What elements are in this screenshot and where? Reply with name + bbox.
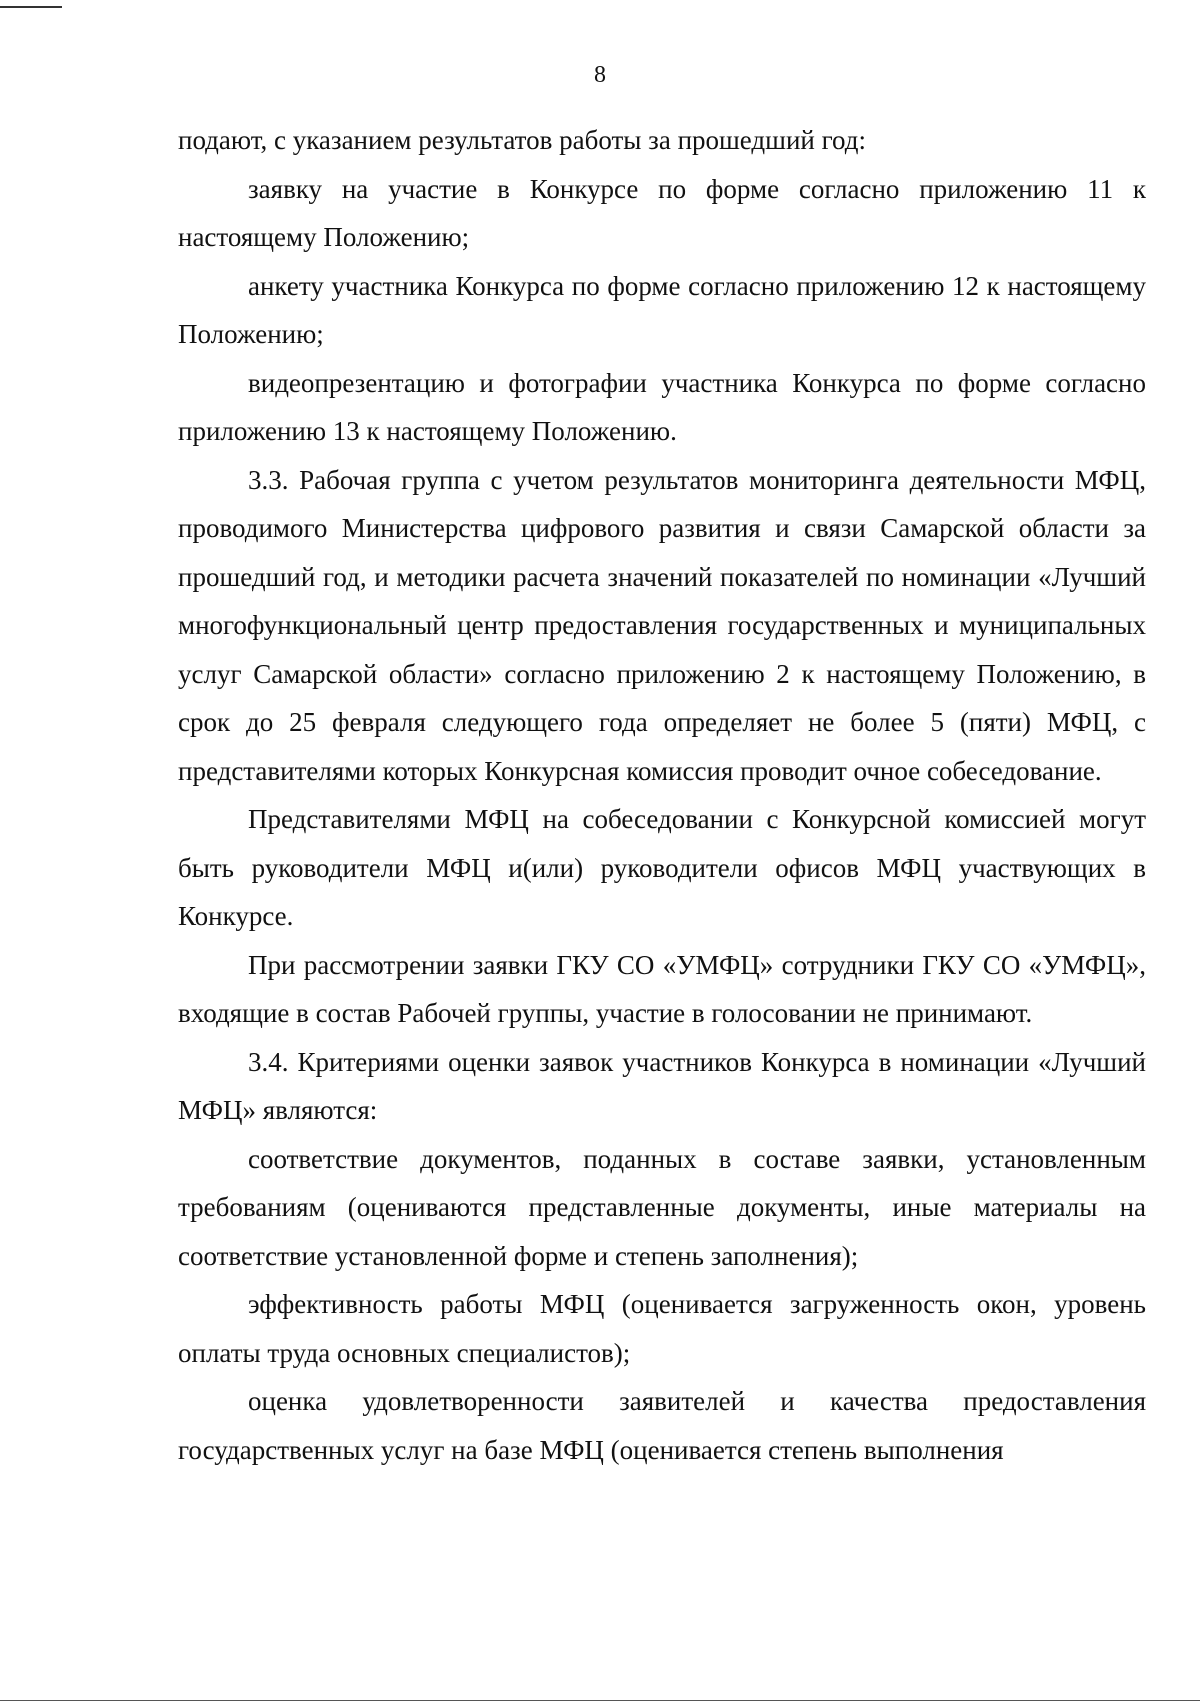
scan-edge-mark-bottom (0, 1700, 1200, 1701)
paragraph: заявку на участие в Конкурсе по форме согласно приложению 11 к настоящему Положению; (178, 173, 1146, 252)
page-number: 8 (594, 62, 606, 88)
document-body (178, 116, 1146, 1474)
paragraph: соответствие документов, поданных в составе заявки, установленным требованиям (оцениваются представленные документы, иные материалы на соответствие установленной форме и степень заполнения); (178, 1143, 1146, 1271)
scan-edge-mark-top (0, 6, 62, 8)
paragraph: 3.4. Критериями оценки заявок участников Конкурса в номинации «Лучший МФЦ» являются: (178, 1046, 1146, 1125)
paragraph: подают, с указанием результатов работы за прошедший год: (178, 125, 866, 155)
paragraph: Представителями МФЦ на собеседовании с Конкурсной комиссией могут быть руководители МФЦ и(или) руководители офисов МФЦ участвующих в Конкурсе. (178, 804, 1146, 931)
paragraph: 3.3. Рабочая группа с учетом результатов мониторинга деятельности МФЦ, проводимого Министерства цифрового развития и связи Самарской области за прошедший год, и методики расчета значений показателей по номинации «Лучший многофункциональный центр предоставления государственных и муниципальных услуг Самарской области» согласно приложению 2 к настоящему Положению, в срок до 25 февраля следующего года определяет не более 5 (пяти) МФЦ, с представителями которых Конкурсная комиссия проводит очное собеседование. (178, 464, 1146, 786)
paragraph: При рассмотрении заявки ГКУ СО «УМФЦ» сотрудники ГКУ СО «УМФЦ», входящие в состав Рабочей группы, участие в голосовании не принимают. (178, 949, 1146, 1028)
paragraph: видеопрезентацию и фотографии участника Конкурса по форме согласно приложению 13 к настоящему Положению. (178, 367, 1146, 446)
paragraph: оценка удовлетворенности заявителей и качества предоставления государственных услуг на базе МФЦ (оценивается степень выполнения (178, 1386, 1146, 1465)
paragraph: эффективность работы МФЦ (оценивается загруженность окон, уровень оплаты труда основных специалистов); (178, 1289, 1146, 1368)
paragraph: анкету участника Конкурса по форме согласно приложению 12 к настоящему Положению; (178, 270, 1146, 349)
